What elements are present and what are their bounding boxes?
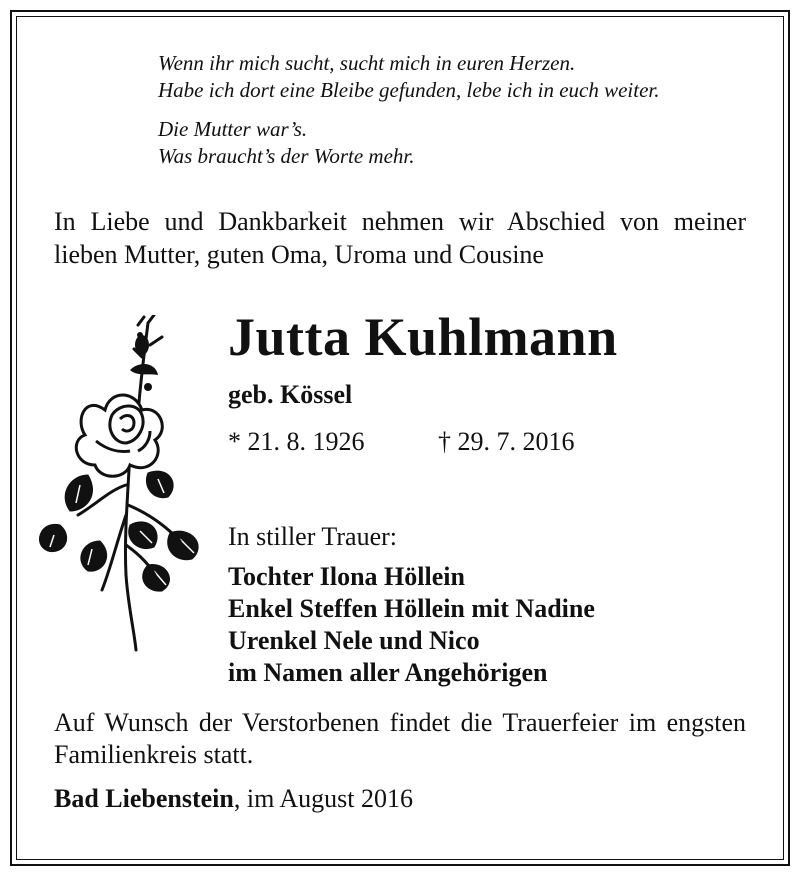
rose-icon — [30, 315, 210, 655]
maiden-name: geb. Kössel — [228, 380, 353, 409]
funeral-notice: Auf Wunsch der Verstorbenen findet die Trauerfeier im engsten Familienkreis statt. — [54, 708, 746, 769]
death-date: † 29. 7. 2016 — [438, 427, 575, 456]
mourner-line: Urenkel Nele und Nico — [228, 626, 480, 655]
poem-line-3: Die Mutter war’s. — [158, 117, 308, 141]
birth-date: * 21. 8. 1926 — [228, 427, 365, 456]
intro-text: In Liebe und Dankbarkeit nehmen wir Abschied von meiner lieben Mutter, guten Oma, Uroma und Cousine — [54, 207, 746, 269]
place-name: Bad Liebenstein — [54, 784, 234, 813]
poem-line-2: Habe ich dort eine Bleibe gefunden, lebe ich in euch weiter. — [158, 78, 660, 102]
closing-line — [54, 782, 413, 816]
poem-line-4: Was braucht’s der Worte mehr. — [158, 144, 415, 168]
poem — [158, 50, 660, 170]
mourner-line: Tochter Ilona Höllein — [228, 562, 465, 591]
mourners-list — [228, 561, 595, 689]
poem-line-1: Wenn ihr mich sucht, sucht mich in euren Herzen. — [158, 51, 576, 75]
mourner-line: im Namen aller Angehörigen — [228, 658, 548, 687]
deceased-name: Jutta Kuhlmann — [228, 307, 618, 367]
closing-date: , im August 2016 — [233, 784, 414, 813]
mourner-line: Enkel Steffen Höllein mit Nadine — [228, 594, 595, 623]
mourning-label: In stiller Trauer: — [228, 522, 397, 551]
